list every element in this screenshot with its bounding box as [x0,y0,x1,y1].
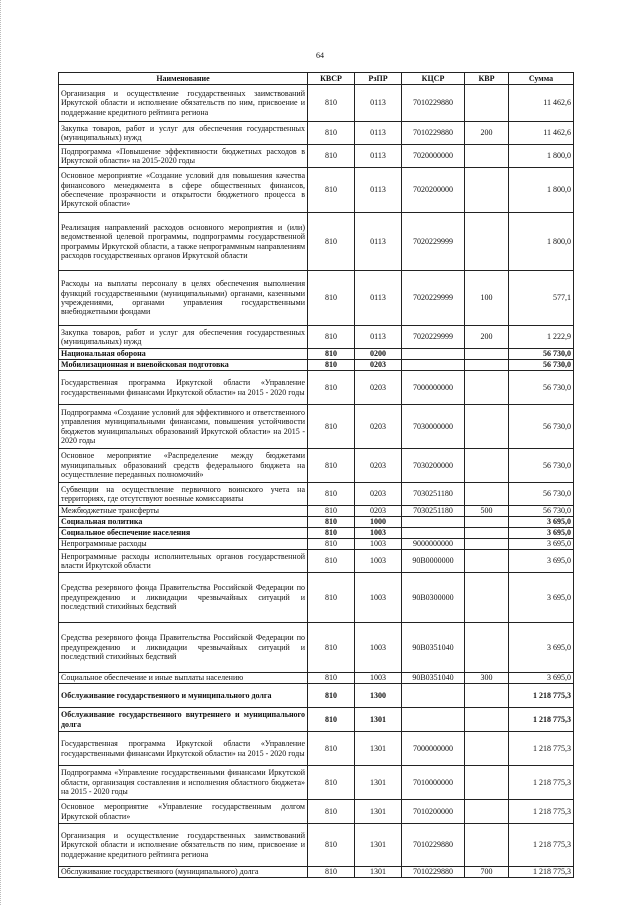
cell-kvsr: 810 [308,506,355,517]
table-row [59,483,574,506]
table-row [59,517,574,528]
cell-rzpr: 0203 [355,405,402,449]
cell-kvsr: 810 [308,349,355,360]
cell-kvr: 300 [465,673,509,684]
cell-kvsr: 810 [308,528,355,539]
cell-name: Средства резервного фонда Правительства Российской Федерации по предупреждению и ликвидации чрезвычайных ситуаций и последствий стихийных бедствий [59,623,308,673]
cell-kcsr: 7010200000 [402,800,465,824]
cell-sum: 56 730,0 [509,449,574,483]
cell-sum: 577,1 [509,271,574,326]
cell-rzpr: 1301 [355,800,402,824]
table-header-row [59,73,574,85]
cell-kvr [465,145,509,168]
table-row [59,708,574,732]
table-row [59,506,574,517]
header-kcsr: КЦСР [402,73,465,85]
cell-sum: 56 730,0 [509,506,574,517]
cell-kvr [465,766,509,800]
table-row [59,528,574,539]
cell-kcsr: 7000000000 [402,371,465,405]
cell-rzpr: 1301 [355,867,402,878]
cell-kcsr: 90В0351040 [402,623,465,673]
table-row [59,326,574,349]
cell-name: Социальное обеспечение и иные выплаты населению [59,673,308,684]
cell-rzpr: 0203 [355,371,402,405]
table-row [59,349,574,360]
cell-kvr [465,349,509,360]
cell-sum: 1 222,9 [509,326,574,349]
cell-rzpr: 0113 [355,85,402,122]
cell-kvr [465,732,509,766]
cell-kcsr: 90В0300000 [402,573,465,623]
cell-kvr [465,623,509,673]
cell-kvsr: 810 [308,684,355,708]
cell-kvr [465,573,509,623]
cell-kvsr: 810 [308,766,355,800]
cell-kcsr: 90В0000000 [402,550,465,573]
cell-kcsr [402,349,465,360]
cell-kvsr: 810 [308,122,355,145]
cell-rzpr: 0203 [355,360,402,371]
cell-rzpr: 1003 [355,623,402,673]
cell-sum: 3 695,0 [509,623,574,673]
cell-kvr [465,483,509,506]
cell-name: Расходы на выплаты персоналу в целях обеспечения выполнения функций государственными (муниципальными) органами, казенными учреждениями, органами управления государственными внебюджетными фондами [59,271,308,326]
table-row [59,405,574,449]
cell-sum: 1 218 775,3 [509,708,574,732]
cell-name: Социальная политика [59,517,308,528]
cell-sum: 3 695,0 [509,550,574,573]
header-rzpr: РзПР [355,73,402,85]
table-row [59,573,574,623]
cell-kvsr: 810 [308,483,355,506]
table-row [59,766,574,800]
cell-rzpr: 0113 [355,213,402,271]
cell-kcsr: 7020229999 [402,271,465,326]
cell-sum: 56 730,0 [509,349,574,360]
table-row [59,867,574,878]
page-edge [0,0,3,905]
cell-rzpr: 0203 [355,506,402,517]
table-row [59,673,574,684]
table-row [59,824,574,867]
cell-name: Реализация направлений расходов основного мероприятия и (или) ведомственной целевой программы, подпрограммы государственной программы Иркутской области, а также непрограммным направлениям расходов государственных органов Иркутской области [59,213,308,271]
cell-kvr [465,449,509,483]
cell-rzpr: 1003 [355,673,402,684]
header-sum: Сумма [509,73,574,85]
cell-rzpr: 1003 [355,550,402,573]
cell-sum: 56 730,0 [509,405,574,449]
cell-sum: 1 218 775,3 [509,766,574,800]
cell-sum: 3 695,0 [509,573,574,623]
cell-kcsr: 7010000000 [402,766,465,800]
cell-name: Мобилизационная и вневойсковая подготовка [59,360,308,371]
cell-kvr [465,213,509,271]
cell-kcsr: 7030000000 [402,405,465,449]
cell-kvsr: 810 [308,708,355,732]
cell-sum: 1 218 775,3 [509,800,574,824]
cell-name: Основное мероприятие «Распределение между бюджетами муниципальных образований средств федерального бюджета на осуществление переданных полномочий» [59,449,308,483]
cell-kvsr: 810 [308,539,355,550]
table-row [59,271,574,326]
cell-name: Подпрограмма «Управление государственными финансами Иркутской области, организация составления и исполнения областного бюджета» на 2015 - 2020 годы [59,766,308,800]
table-row [59,85,574,122]
cell-name: Субвенции на осуществление первичного воинского учета на территориях, где отсутствуют военные комиссариаты [59,483,308,506]
cell-name: Обслуживание государственного внутреннего и муниципального долга [59,708,308,732]
cell-kvr: 200 [465,326,509,349]
cell-kcsr [402,708,465,732]
cell-kcsr: 7030200000 [402,449,465,483]
cell-sum: 3 695,0 [509,539,574,550]
cell-kvr: 100 [465,271,509,326]
cell-kvsr: 810 [308,168,355,213]
cell-kvr [465,405,509,449]
cell-kvr [465,800,509,824]
cell-kvsr: 810 [308,405,355,449]
table-row [59,360,574,371]
cell-name: Непрограммные расходы [59,539,308,550]
cell-kcsr: 7020229999 [402,213,465,271]
cell-sum: 56 730,0 [509,371,574,405]
cell-sum: 1 218 775,3 [509,684,574,708]
table-row [59,213,574,271]
cell-kvsr: 810 [308,360,355,371]
cell-sum: 11 462,6 [509,122,574,145]
cell-kvr: 200 [465,122,509,145]
header-kvsr: КВСР [308,73,355,85]
cell-sum: 11 462,6 [509,85,574,122]
cell-name: Обслуживание государственного (муниципального) долга [59,867,308,878]
cell-kvr [465,539,509,550]
cell-name: Организация и осуществление государственных заимствований Иркутской области и исполнение обязательств по ним, присвоение и поддержание кредитного рейтинга региона [59,85,308,122]
cell-kvsr: 810 [308,824,355,867]
cell-sum: 1 800,0 [509,145,574,168]
cell-kvsr: 810 [308,213,355,271]
cell-kvr [465,517,509,528]
cell-name: Основное мероприятие «Создание условий для повышения качества финансового менеджмента в сфере общественных финансов, обеспечение прозрачности и открытости бюджетного процесса в Иркутской области» [59,168,308,213]
cell-sum: 56 730,0 [509,483,574,506]
cell-rzpr: 1301 [355,732,402,766]
table-row [59,145,574,168]
cell-kvsr: 810 [308,449,355,483]
cell-kcsr: 7010229880 [402,122,465,145]
cell-kvsr: 810 [308,732,355,766]
cell-kcsr: 9000000000 [402,539,465,550]
cell-kcsr: 7010229880 [402,85,465,122]
cell-kvsr: 810 [308,550,355,573]
cell-kcsr [402,360,465,371]
cell-sum: 3 695,0 [509,528,574,539]
cell-kvr [465,168,509,213]
cell-kvsr: 810 [308,145,355,168]
cell-kvsr: 810 [308,673,355,684]
cell-sum: 1 218 775,3 [509,732,574,766]
cell-rzpr: 0203 [355,449,402,483]
cell-sum: 1 800,0 [509,168,574,213]
table-row [59,684,574,708]
cell-kvr [465,550,509,573]
cell-kcsr [402,517,465,528]
page-number: 64 [316,51,324,60]
cell-kcsr: 7030251180 [402,506,465,517]
cell-name: Межбюджетные трансферты [59,506,308,517]
header-name: Наименование [59,73,308,85]
cell-rzpr: 0113 [355,122,402,145]
cell-sum: 56 730,0 [509,360,574,371]
table-row [59,800,574,824]
cell-rzpr: 1301 [355,824,402,867]
cell-rzpr: 0113 [355,145,402,168]
cell-kcsr: 90В0351040 [402,673,465,684]
table-row [59,539,574,550]
cell-kcsr: 7020000000 [402,145,465,168]
cell-kvr: 700 [465,867,509,878]
cell-rzpr: 1301 [355,766,402,800]
cell-sum: 1 218 775,3 [509,824,574,867]
cell-kcsr: 7020229999 [402,326,465,349]
cell-kvsr: 810 [308,271,355,326]
cell-rzpr: 1300 [355,684,402,708]
cell-name: Подпрограмма «Создание условий для эффективного и ответственного управления муниципальными финансами, повышения устойчивости бюджетов муниципальных образований Иркутской области» на 2015 - 2020 годы [59,405,308,449]
cell-kvsr: 810 [308,623,355,673]
cell-kvsr: 810 [308,517,355,528]
cell-kvr [465,684,509,708]
cell-rzpr: 0113 [355,271,402,326]
cell-kvr [465,824,509,867]
budget-table [58,72,574,878]
cell-kcsr: 7030251180 [402,483,465,506]
table-row [59,732,574,766]
cell-sum: 3 695,0 [509,517,574,528]
cell-name: Закупка товаров, работ и услуг для обеспечения государственных (муниципальных) нужд [59,122,308,145]
cell-name: Средства резервного фонда Правительства Российской Федерации по предупреждению и ликвидации чрезвычайных ситуаций и последствий стихийных бедствий [59,573,308,623]
cell-name: Непрограммные расходы исполнительных органов государственной власти Иркутской области [59,550,308,573]
cell-kcsr [402,684,465,708]
cell-rzpr: 0113 [355,326,402,349]
table-row [59,623,574,673]
cell-kvr [465,371,509,405]
cell-kvsr: 810 [308,326,355,349]
cell-sum: 1 800,0 [509,213,574,271]
cell-name: Организация и осуществление государственных заимствований Иркутской области и исполнение обязательств по ним, присвоение и поддержание кредитного рейтинга региона [59,824,308,867]
cell-sum: 3 695,0 [509,673,574,684]
cell-kvsr: 810 [308,867,355,878]
cell-kcsr: 7000000000 [402,732,465,766]
cell-name: Национальная оборона [59,349,308,360]
cell-kcsr: 7020200000 [402,168,465,213]
table-row [59,168,574,213]
cell-kvr [465,708,509,732]
cell-rzpr: 1301 [355,708,402,732]
table-body [59,85,574,878]
cell-name: Закупка товаров, работ и услуг для обеспечения государственных (муниципальных) нужд [59,326,308,349]
cell-name: Социальное обеспечение населения [59,528,308,539]
cell-rzpr: 1003 [355,573,402,623]
table-row [59,550,574,573]
cell-rzpr: 0200 [355,349,402,360]
cell-rzpr: 1000 [355,517,402,528]
cell-kvsr: 810 [308,85,355,122]
table-row [59,122,574,145]
cell-sum: 1 218 775,3 [509,867,574,878]
cell-name: Основное мероприятие «Управление государственным долгом Иркутской области» [59,800,308,824]
cell-rzpr: 1003 [355,528,402,539]
cell-kvr [465,360,509,371]
header-kvr: КВР [465,73,509,85]
cell-kcsr: 7010229880 [402,867,465,878]
cell-rzpr: 1003 [355,539,402,550]
cell-kcsr: 7010229880 [402,824,465,867]
cell-kvr: 500 [465,506,509,517]
cell-kvsr: 810 [308,800,355,824]
cell-kvr [465,528,509,539]
cell-kvr [465,85,509,122]
cell-name: Государственная программа Иркутской области «Управление государственными финансами Иркутской области» на 2015 - 2020 годы [59,371,308,405]
table-row [59,449,574,483]
cell-rzpr: 0203 [355,483,402,506]
cell-name: Государственная программа Иркутской области «Управление государственными финансами Иркутской области» на 2015 - 2020 годы [59,732,308,766]
cell-kcsr [402,528,465,539]
cell-name: Обслуживание государственного и муниципального долга [59,684,308,708]
cell-name: Подпрограмма «Повышение эффективности бюджетных расходов в Иркутской области» на 2015-2020 годы [59,145,308,168]
cell-kvsr: 810 [308,371,355,405]
table-row [59,371,574,405]
cell-kvsr: 810 [308,573,355,623]
cell-rzpr: 0113 [355,168,402,213]
